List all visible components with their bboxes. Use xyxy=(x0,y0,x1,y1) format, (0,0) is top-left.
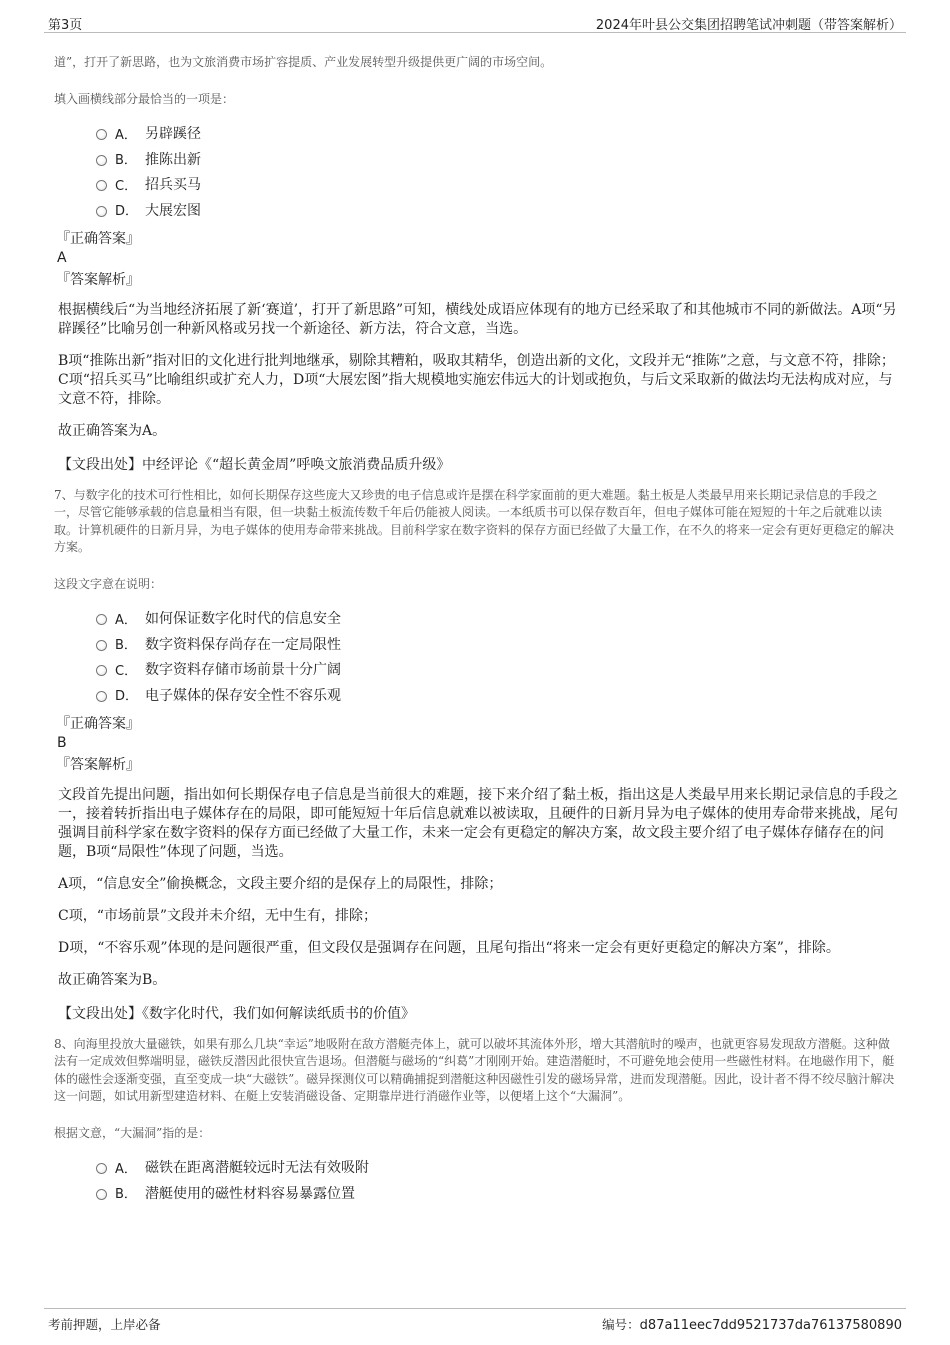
q6-option-b[interactable]: B． 推陈出新 xyxy=(96,146,898,172)
q6-prompt: 填入画横线部分最恰当的一项是： xyxy=(54,91,235,106)
q7-analysis-p5: 故正确答案为B。 xyxy=(58,971,167,988)
q7-analysis-p4: D项，“不容乐观”体现的是问题很严重，但文段仅是强调存在问题，且尾句指出“将来一定会有更好更稳定的解决方案”，排除。 xyxy=(58,939,840,956)
q7-analysis-p3: C项，“市场前景”文段并未介绍，无中生有，排除； xyxy=(58,907,378,924)
radio-icon[interactable] xyxy=(96,155,107,166)
q6-analysis-p1: 根据横线后“为当地经济拓展了新‘赛道’，打开了新思路”可知，横线处成语应体现有的地方已经采取了和其他城市不同的新做法。A项“另辟蹊径”比喻另创一种新风格或另找一个新途径、新方法，符合文意，当选。 xyxy=(58,301,897,337)
footer-code xyxy=(602,1315,902,1333)
q7-options xyxy=(96,606,898,708)
radio-icon[interactable] xyxy=(96,129,107,140)
q7-analysis-p2: A项，“信息安全”偷换概念，文段主要介绍的是保存上的局限性，排除； xyxy=(58,875,503,892)
q6-option-d[interactable]: D． 大展宏图 xyxy=(96,197,898,223)
page-footer xyxy=(44,1308,906,1339)
q7-prompt: 这段文字意在说明： xyxy=(54,576,163,591)
q7-stem: 7、与数字化的技术可行性相比，如何长期保存这些庞大又珍贵的电子信息或许是摆在科学家面前的更大难题。黏土板是人类最早用来长期记录信息的手段之一，尽管它能够承载的信息量相当有限，但一块黏土板流传数千年后仍能被人阅读。一本纸质书可以保存数百年，但电子媒体可能在短短的十年之后就难以读取。计算机硬件的日新月异，为电子媒体的使用寿命带来挑战。目前科学家在数字资料的保存方面已经做了大量工作，在不久的将来一定会有更好更稳定的解决方案。 xyxy=(54,487,895,554)
q7-source: 【文段出处】《数字化时代，我们如何解读纸质书的价值》 xyxy=(58,1005,415,1022)
q7-option-c[interactable]: C． 数字资料存储市场前景十分广阔 xyxy=(96,657,898,683)
q6-source: 【文段出处】中经评论《“超长黄金周”呼唤文旅消费品质升级》 xyxy=(58,456,451,473)
radio-icon[interactable] xyxy=(96,614,107,625)
radio-icon[interactable] xyxy=(96,206,107,217)
q7-option-d[interactable]: D． 电子媒体的保存安全性不容乐观 xyxy=(96,682,898,708)
q7-option-a[interactable]: A． 如何保证数字化时代的信息安全 xyxy=(96,606,898,632)
q6-analysis-p3: 故正确答案为A。 xyxy=(58,422,167,439)
q7-analysis-p1: 文段首先提出问题，指出如何长期保存电子信息是当前很大的难题，接下来介绍了黏土板，指出这是人类最早用来长期记录信息的手段之一，接着转折指出电子媒体存在的局限，即可能短短十年后信息就难以被读取，且硬件的日新月异为电子媒体的使用寿命带来挑战，尾句强调目前科学家在数字资料的保存方面已经做了大量工作，未来一定会有更稳定的解决方案，故文段主要介绍了电子媒体存储存在的问题，B项“局限性”体现了问题，当选。 xyxy=(58,786,898,860)
page-header xyxy=(44,10,906,33)
q6-answer-label: 『正确答案』 xyxy=(56,230,140,247)
radio-icon[interactable] xyxy=(96,640,107,651)
page-content xyxy=(54,32,898,1206)
page-number: 第3页 xyxy=(48,18,83,33)
document-title: 2024年叶县公交集团招聘笔试冲刺题（带答案解析） xyxy=(595,18,902,33)
q7-analysis-label: 『答案解析』 xyxy=(56,756,140,773)
q6-answer: A xyxy=(57,249,67,266)
radio-icon[interactable] xyxy=(96,180,107,191)
radio-icon[interactable] xyxy=(96,1163,107,1174)
footer-code-label: 编号： xyxy=(602,1317,640,1332)
q8-prompt: 根据文意，“大漏洞”指的是： xyxy=(54,1125,211,1140)
q7-answer-label: 『正确答案』 xyxy=(56,715,140,732)
radio-icon[interactable] xyxy=(96,665,107,676)
q6-stem-tail: 道”，打开了新思路，也为文旅消费市场扩容提质、产业发展转型升级提供更广阔的市场空间。 xyxy=(54,55,553,69)
q6-option-a[interactable]: A． 另辟蹊径 xyxy=(96,121,898,147)
q8-stem: 8、向海里投放大量磁铁，如果有那么几块“幸运”地吸附在敌方潜艇壳体上，就可以破坏其流体外形，增大其潜航时的噪声，也就更容易发现敌方潜艇。这种做法有一定成效但弊端明显，磁铁反潜因此很快宣告退场。但潜艇与磁场的“纠葛”才刚刚开始。建造潜艇时，不可避免地会使用一些磁性材料。在地磁作用下，艇体的磁性会逐渐变强，直至变成一块“大磁铁”。磁异探测仪可以精确捕捉到潜艇这种因磁性引发的磁场异常，进而发现潜艇。因此，设计者不得不绞尽脑汁解决这一问题，如试用新型建造材料、在艇上安装消磁设备、定期靠岸进行消磁作业等，以便堵上这个“大漏洞”。 xyxy=(54,1036,895,1103)
q8-options xyxy=(96,1155,898,1206)
q8-option-a[interactable]: A． 磁铁在距离潜艇较远时无法有效吸附 xyxy=(96,1155,898,1181)
q6-analysis-label: 『答案解析』 xyxy=(56,271,140,288)
q6-options xyxy=(96,121,898,223)
q8-option-b[interactable]: B． 潜艇使用的磁性材料容易暴露位置 xyxy=(96,1180,898,1206)
footer-code-value: d87a11eec7dd9521737da76137580890 xyxy=(639,1318,902,1333)
q7-answer: B xyxy=(57,734,67,751)
radio-icon[interactable] xyxy=(96,1189,107,1200)
q7-option-b[interactable]: B． 数字资料保存尚存在一定局限性 xyxy=(96,631,898,657)
q6-analysis-p2: B项“推陈出新”指对旧的文化进行批判地继承，剔除其糟粕，吸取其精华，创造出新的文化，文段并无“推陈”之意，与文意不符，排除；C项“招兵买马”比喻组织或扩充人力，D项“大展宏图”指大规模地实施宏伟远大的计划或抱负，与后文采取新的做法均无法构成对应，与文意不符，排除。 xyxy=(58,352,895,407)
footer-slogan: 考前押题，上岸必备 xyxy=(48,1317,161,1332)
q6-option-c[interactable]: C． 招兵买马 xyxy=(96,172,898,198)
radio-icon[interactable] xyxy=(96,691,107,702)
